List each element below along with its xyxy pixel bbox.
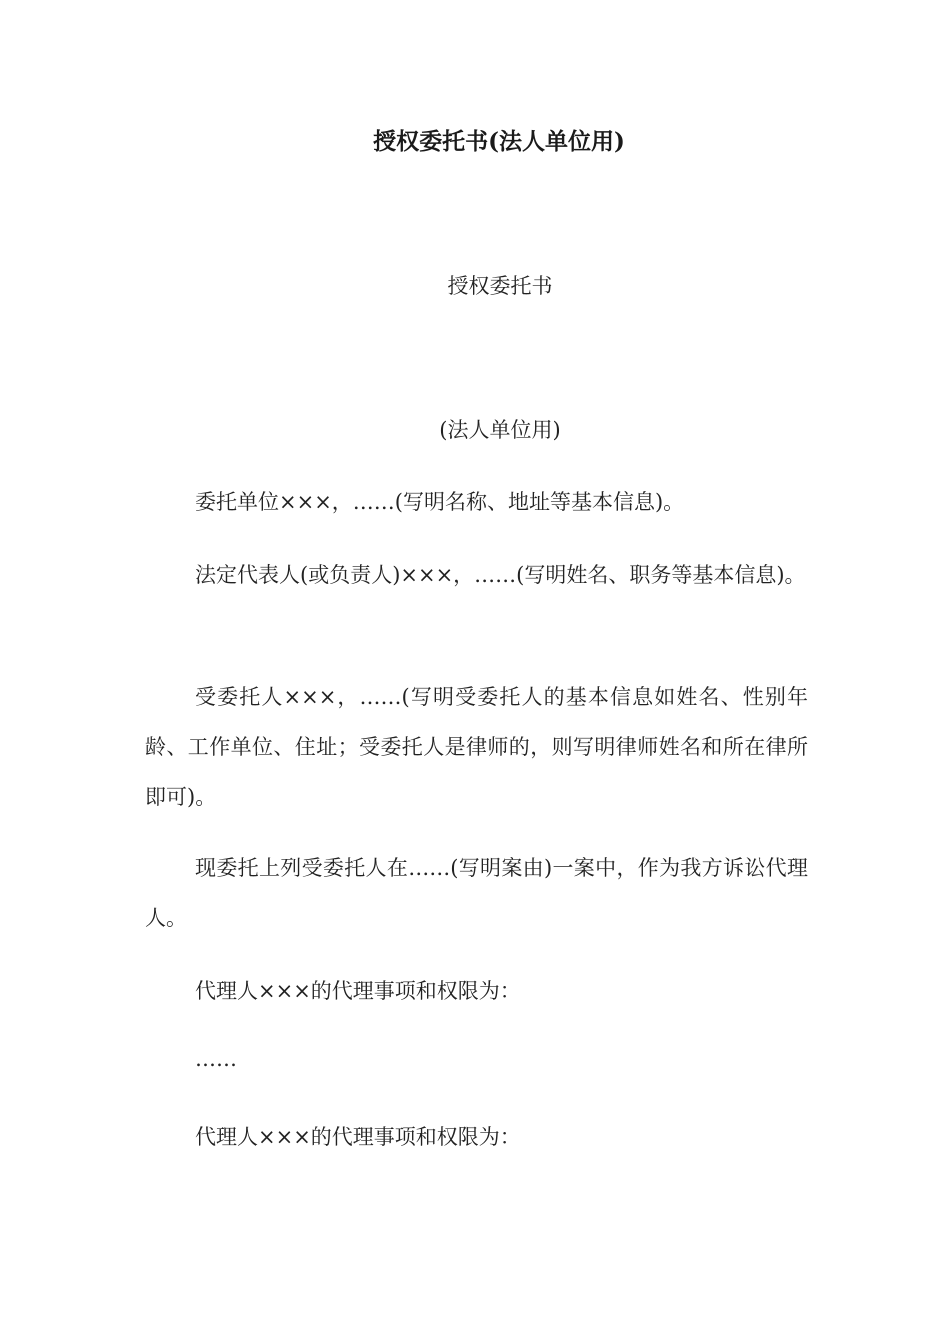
document-heading: 授权委托书 [447, 274, 553, 298]
document-title: 授权委托书(法人单位用) [373, 128, 625, 155]
paragraph-principal: 委托单位×××，……(写明名称、地址等基本信息)。 [195, 490, 685, 514]
paragraph-entrustment: 现委托上列受委托人在……(写明案由)一案中，作为我方诉讼代理人。 [145, 856, 808, 930]
paragraph-ellipsis: …… [195, 1047, 237, 1071]
paragraph-agent-scope-2: 代理人×××的代理事项和权限为： [195, 1125, 521, 1149]
paragraph-agent: 受委托人×××，……(写明受委托人的基本信息如姓名、性别年龄、工作单位、住址；受委托人是律师的，则写明律师姓名和所在律所即可)。 [145, 685, 808, 809]
paragraph-agent-scope-1: 代理人×××的代理事项和权限为： [195, 979, 521, 1003]
document-subheading: (法人单位用) [439, 418, 561, 442]
paragraph-legal-representative: 法定代表人(或负责人)×××，……(写明姓名、职务等基本信息)。 [195, 563, 806, 587]
